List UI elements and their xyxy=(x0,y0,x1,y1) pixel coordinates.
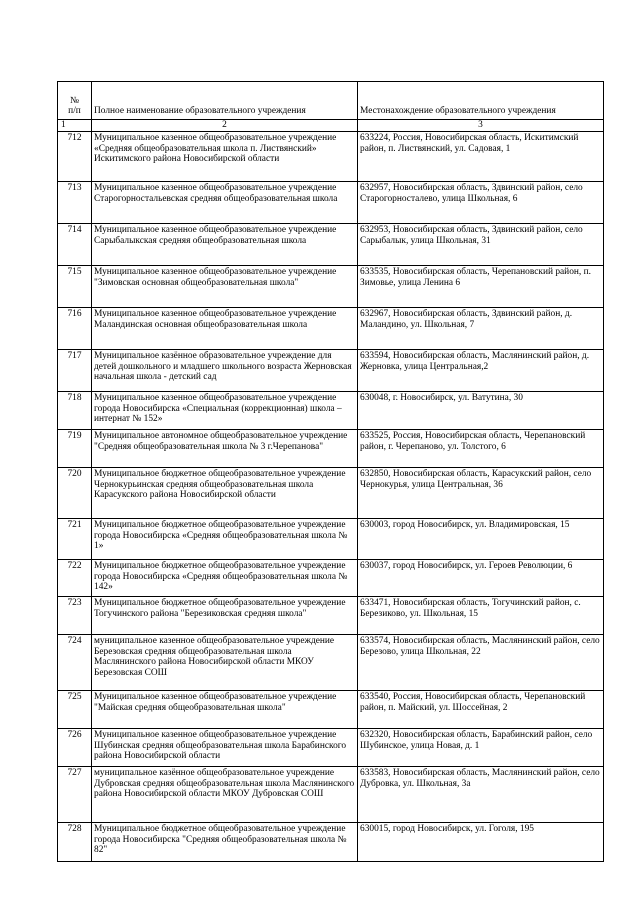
institution-name-cell: Муниципальное бюджетное общеобразовательное учреждение Чернокурьинская средняя общеобразовательная школа Карасукского района Новосибирской области xyxy=(92,468,358,519)
row-number-cell: 720 xyxy=(58,468,92,519)
institution-address-cell: 630037, город Новосибирск, ул. Героев Революции, 6 xyxy=(358,560,604,597)
header-number-sublabel: п/п xyxy=(68,106,81,117)
row-number-cell: 722 xyxy=(58,560,92,597)
institution-name-cell: Муниципальное казенное общеобразовательное учреждение «Средняя общеобразовательная школа п. Листвянский» Искитимского района Новосибирской области xyxy=(92,132,358,182)
column-index-cell: 3 xyxy=(358,120,604,132)
row-number-cell: 715 xyxy=(58,266,92,308)
row-number-cell: 718 xyxy=(58,392,92,430)
column-index-row xyxy=(58,120,604,132)
header-number-cell xyxy=(58,82,92,120)
institution-address-cell: 633525, Россия, Новосибирская область, Черепановский район, г. Черепаново, ул. Толстого, 6 xyxy=(358,430,604,468)
table-row xyxy=(58,182,604,224)
table-row xyxy=(58,767,604,823)
table-row xyxy=(58,597,604,635)
row-number-cell: 723 xyxy=(58,597,92,635)
institution-name-cell: Муниципальное казенное общеобразовательное учреждение "Майская средняя общеобразовательная школа" xyxy=(92,691,358,729)
table-row xyxy=(58,729,604,767)
row-number-cell: 712 xyxy=(58,132,92,182)
header-address-cell: Местонахождение образовательного учреждения xyxy=(358,82,604,120)
institution-address-cell: 630015, город Новосибирск, ул. Гоголя, 195 xyxy=(358,823,604,862)
institution-name-cell: Муниципальное бюджетное общеобразовательное учреждение города Новосибирска «Средняя общеобразовательная школа № 142» xyxy=(92,560,358,597)
institution-address-cell: 632320, Новосибирская область, Барабинский район, село Шубинское, улица Новая, д. 1 xyxy=(358,729,604,767)
institution-name-cell: муниципальное казённое общеобразовательное учреждение Дубровская средняя общеобразовательная школа Маслянинского района Новосибирской области МКОУ Дубровская СОШ xyxy=(92,767,358,823)
institution-name-cell: Муниципальное казенное общеобразовательное учреждение Старогорностальевская средняя общеобразовательная школа xyxy=(92,182,358,224)
table-row xyxy=(58,392,604,430)
table-row xyxy=(58,468,604,519)
institution-address-cell: 633574, Новосибирская область, Маслянинский район, село Березово, улица Школьная, 22 xyxy=(358,635,604,691)
institution-name-cell: Муниципальное казенное общеобразовательное учреждение Сарыбалыкская средняя общеобразовательная школа xyxy=(92,224,358,266)
institution-address-cell: 630003, город Новосибирск, ул. Владимировская, 15 xyxy=(358,519,604,560)
institution-address-cell: 632957, Новосибирская область, Здвинский район, село Старогорносталево, улица Школьная, 6 xyxy=(358,182,604,224)
header-name-cell: Полное наименование образовательного учреждения xyxy=(92,82,358,120)
institution-address-cell: 632953, Новосибирская область, Здвинский район, село Сарыбалык, улица Школьная, 31 xyxy=(358,224,604,266)
institution-address-cell: 633594, Новосибирская область, Маслянинский район, д. Жерновка, улица Центральная,2 xyxy=(358,350,604,392)
table-row xyxy=(58,635,604,691)
row-number-cell: 725 xyxy=(58,691,92,729)
institution-name-cell: Муниципальное казенное общеобразовательное учреждение Шубинская средняя общеобразовательная школа Барабинского района Новосибирской области xyxy=(92,729,358,767)
row-number-cell: 716 xyxy=(58,308,92,350)
institution-address-cell: 632850, Новосибирская область, Карасукский район, село Чернокурья, улица Центральная, 36 xyxy=(358,468,604,519)
column-index-cell: 1 xyxy=(58,120,92,132)
row-number-cell: 717 xyxy=(58,350,92,392)
institution-name-cell: Муниципальное казенное общеобразовательное учреждение "Зимовская основная общеобразовательная школа" xyxy=(92,266,358,308)
table-row xyxy=(58,224,604,266)
header-number-label: № xyxy=(70,95,79,106)
row-number-cell: 714 xyxy=(58,224,92,266)
institution-name-cell: муниципальное казенное общеобразовательное учреждение Березовская средняя общеобразовательная школа Маслянинского района Новосибирской области МКОУ Березовская СОШ xyxy=(92,635,358,691)
table-row xyxy=(58,350,604,392)
institutions-table-body xyxy=(58,82,604,862)
row-number-cell: 719 xyxy=(58,430,92,468)
institution-name-cell: Муниципальное бюджетное общеобразовательное учреждение города Новосибирска «Средняя общеобразовательная школа № 1» xyxy=(92,519,358,560)
table-row xyxy=(58,132,604,182)
institution-address-cell: 633535, Новосибирская область, Черепановский район, п. Зимовье, улица Ленина 6 xyxy=(358,266,604,308)
row-number-cell: 713 xyxy=(58,182,92,224)
institution-name-cell: Муниципальное бюджетное общеобразовательное учреждение Тогучинского района "Березиковская средняя школа" xyxy=(92,597,358,635)
table-row xyxy=(58,308,604,350)
table-row xyxy=(58,560,604,597)
row-number-cell: 728 xyxy=(58,823,92,862)
row-number-cell: 726 xyxy=(58,729,92,767)
institution-address-cell: 630048, г. Новосибирск, ул. Ватутина, 30 xyxy=(358,392,604,430)
institution-name-cell: Муниципальное автономное общеобразовательное учреждение "Средняя общеобразовательная школа № 3 г.Черепанова" xyxy=(92,430,358,468)
document-page xyxy=(57,81,604,862)
table-header-row xyxy=(58,82,604,120)
row-number-cell: 724 xyxy=(58,635,92,691)
table-row xyxy=(58,430,604,468)
table-row xyxy=(58,266,604,308)
institution-name-cell: Муниципальное казённое образовательное учреждение для детей дошкольного и младшего школьного возраста Жерновская начальная школа - детский сад xyxy=(92,350,358,392)
institution-address-cell: 633471, Новосибирская область, Тогучинский район, с. Березиково, ул. Школьная, 15 xyxy=(358,597,604,635)
table-row xyxy=(58,823,604,862)
institution-name-cell: Муниципальное казенное общеобразовательное учреждение города Новосибирска «Специальная (коррекционная) школа – интернат № 152» xyxy=(92,392,358,430)
row-number-cell: 721 xyxy=(58,519,92,560)
institution-name-cell: Муниципальное бюджетное общеобразовательное учреждение города Новосибирска "Средняя общеобразовательная школа № 82" xyxy=(92,823,358,862)
institution-name-cell: Муниципальное казенное общеобразовательное учреждение Маландинская основная общеобразовательная школа xyxy=(92,308,358,350)
institution-address-cell: 632967, Новосибирская область, Здвинский район, д. Маландино, ул. Школьная, 7 xyxy=(358,308,604,350)
institutions-table xyxy=(57,81,604,862)
institution-address-cell: 633540, Россия, Новосибирская область, Черепановский район, п. Майский, ул. Шоссейная, 2 xyxy=(358,691,604,729)
institution-address-cell: 633224, Россия, Новосибирская область, Искитимский район, п. Листвянский, ул. Садовая, 1 xyxy=(358,132,604,182)
row-number-cell: 727 xyxy=(58,767,92,823)
institution-address-cell: 633583, Новосибирская область, Маслянинский район, село Дубровка, ул. Школьная, 3а xyxy=(358,767,604,823)
table-row xyxy=(58,519,604,560)
column-index-cell: 2 xyxy=(92,120,358,132)
table-row xyxy=(58,691,604,729)
